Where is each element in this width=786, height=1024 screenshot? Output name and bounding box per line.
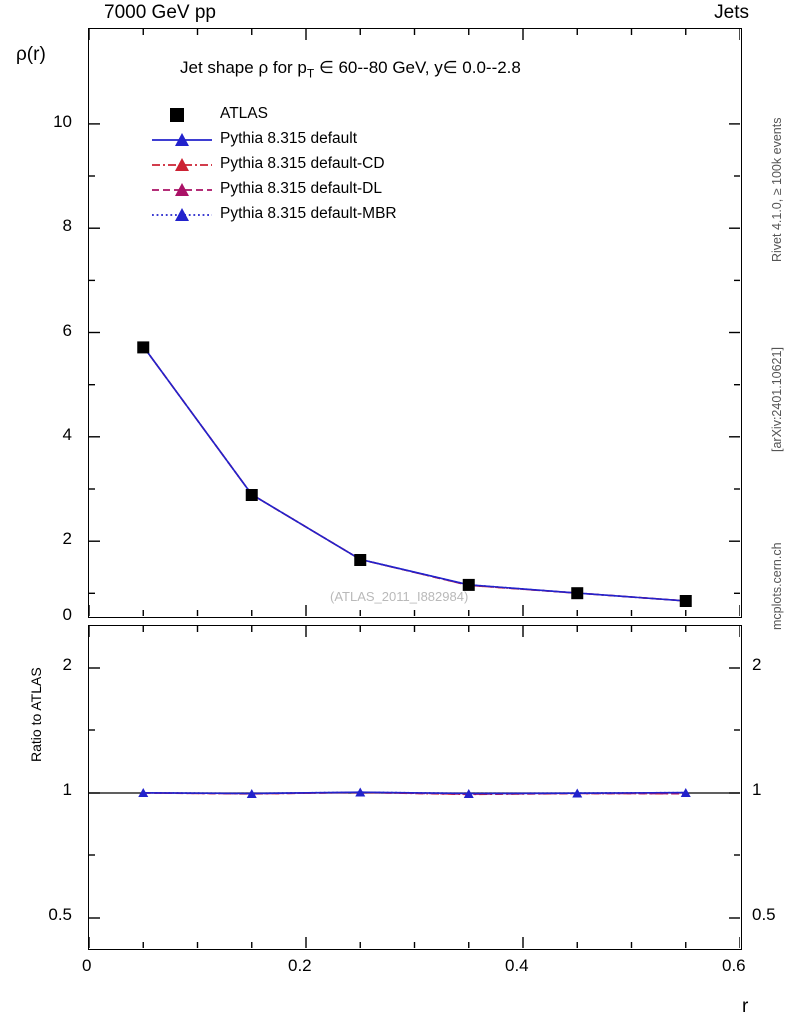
x-axis-label: r <box>742 996 749 1017</box>
ratio-line-default <box>143 792 686 793</box>
ytick-label-10: 10 <box>53 112 72 131</box>
plot-title-mid: for p <box>268 58 307 77</box>
ytick-label-0: 0 <box>62 605 72 624</box>
legend-marker-default-mbr <box>150 204 214 226</box>
series-line-cd <box>143 346 686 601</box>
rivet-version-caption: Rivet 4.1.0, ≥ 100k events <box>770 117 784 262</box>
series-line-default <box>143 346 686 601</box>
legend-marker-default-dl <box>150 179 214 201</box>
ratio-plot-canvas <box>89 626 740 948</box>
ytick-label-8: 8 <box>62 216 72 235</box>
ytick-label-2: 2 <box>62 529 72 548</box>
legend-marker-default <box>150 129 214 151</box>
ytick-label-6: 6 <box>62 321 72 340</box>
legend <box>150 104 430 229</box>
plot-title <box>180 58 521 80</box>
main-y-ticks <box>89 124 100 593</box>
main-x-ticks-top <box>89 29 740 40</box>
ratio-ytick-label-05-right: 0.5 <box>752 905 776 924</box>
legend-item-default-mbr[interactable] <box>150 204 430 229</box>
ratio-x-ticks-bottom <box>89 937 740 948</box>
xtick-label-02: 0.2 <box>288 956 312 975</box>
header-analysis-label: Jets <box>714 2 749 23</box>
plot-title-pre: Jet shape <box>180 58 259 77</box>
ratio-plot-panel <box>88 625 742 950</box>
ratio-ytick-label-2-right: 2 <box>752 655 762 674</box>
legend-label-default: Pythia 8.315 default <box>220 130 358 147</box>
xtick-label-0: 0 <box>82 956 92 975</box>
mcplots-url-caption: mcplots.cern.ch <box>770 542 784 630</box>
legend-item-atlas[interactable] <box>150 104 430 129</box>
legend-marker-atlas <box>150 104 214 126</box>
series-line-mbr <box>143 346 686 601</box>
main-x-ticks-bottom <box>89 605 740 616</box>
ratio-y-axis-label: Ratio to ATLAS <box>28 667 44 762</box>
arxiv-reference-caption: [arXiv:2401.10621] <box>770 347 784 452</box>
header-beam-label: 7000 GeV pp <box>104 2 216 23</box>
plot-title-rho: ρ <box>258 58 269 77</box>
ytick-label-4: 4 <box>62 425 72 444</box>
legend-label-atlas: ATLAS <box>220 105 268 122</box>
legend-label-default-cd: Pythia 8.315 default-CD <box>220 155 385 172</box>
xtick-label-04: 0.4 <box>505 956 529 975</box>
ratio-x-ticks-top <box>89 626 740 637</box>
main-y-ticks-right <box>729 124 740 593</box>
legend-item-default-cd[interactable] <box>150 154 430 179</box>
analysis-watermark: (ATLAS_2011_I882984) <box>330 589 469 604</box>
plot-title-post: ∈ 60--80 GeV, y∈ 0.0--2.8 <box>314 58 521 77</box>
series-markers-atlas <box>137 341 692 607</box>
ratio-ytick-label-1-right: 1 <box>752 780 762 799</box>
legend-item-default[interactable] <box>150 129 430 154</box>
xtick-label-06: 0.6 <box>722 956 746 975</box>
legend-label-default-dl: Pythia 8.315 default-DL <box>220 180 382 197</box>
ratio-ytick-label-05-left: 0.5 <box>48 905 72 924</box>
series-markers-mc <box>138 341 691 605</box>
legend-item-default-dl[interactable] <box>150 179 430 204</box>
ratio-ytick-label-1-left: 1 <box>62 780 72 799</box>
series-line-dl <box>143 346 686 601</box>
ratio-ytick-label-2-left: 2 <box>62 655 72 674</box>
legend-marker-default-cd <box>150 154 214 176</box>
main-y-axis-label: ρ(r) <box>16 44 46 65</box>
legend-label-default-mbr: Pythia 8.315 default-MBR <box>220 205 397 222</box>
plot-title-sub: T <box>306 66 315 81</box>
